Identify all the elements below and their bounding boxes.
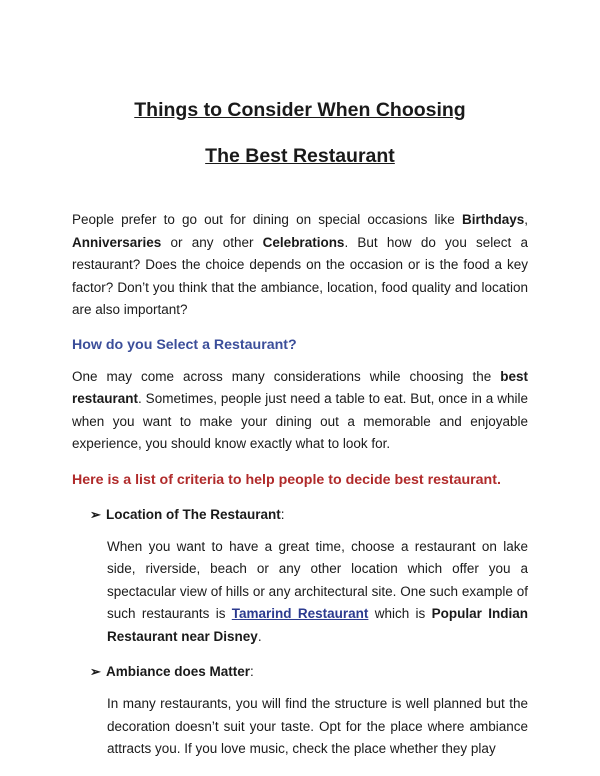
tamarind-restaurant-link[interactable]: Tamarind Restaurant — [231, 606, 369, 621]
intro-bold-birthdays: Birthdays — [461, 212, 525, 227]
document-title-line-2: The Best Restaurant — [205, 145, 395, 167]
select-text: . Sometimes, people just need a table to eat. But, once in a while when you want to make your dining out a memorable and enjoyable experience, you should know exactly what to look for. — [72, 391, 528, 451]
criteria-text: which is — [368, 606, 432, 621]
criteria-title: Location of The Restaurant — [106, 506, 281, 522]
select-bold-best-restaurant: best restaurant — [72, 368, 528, 406]
heading-select-restaurant: How do you Select a Restaurant? — [72, 336, 297, 353]
intro-text: or any other — [161, 234, 263, 250]
criteria-text: . — [257, 628, 262, 644]
intro-paragraph — [72, 209, 528, 322]
document-title-line-1: Things to Consider When Choosing — [134, 99, 466, 121]
intro-text: , — [524, 212, 528, 227]
arrow-bullet-icon: ➢ — [90, 664, 101, 679]
arrow-bullet-icon: ➢ — [90, 506, 101, 522]
criteria-text: When you want to have a great time, choose a restaurant on lake side, riverside, beach or any other location which offer you a spectacular view of hills or any architectural site. One such example of such restaurants is — [107, 538, 528, 621]
criteria-colon: : — [280, 506, 285, 522]
criteria-title: Ambiance does Matter — [106, 664, 251, 679]
intro-bold-anniversaries: Anniversaries — [72, 234, 162, 250]
intro-bold-celebrations: Celebrations — [262, 234, 345, 250]
criteria-item-location — [90, 504, 528, 526]
criteria-bold-popular-indian: Popular Indian Restaurant near Disney — [107, 606, 528, 644]
criteria-body-ambiance — [107, 693, 528, 761]
criteria-text: In many restaurants, you will find the structure is well planned but the decoration doesn’t suit your taste. Opt for the place where ambiance attracts you. If you love music, check the place whether they play — [107, 696, 528, 756]
select-text: One may come across many considerations while choosing the — [72, 368, 501, 384]
select-paragraph — [72, 366, 528, 456]
criteria-body-location — [107, 536, 528, 649]
heading-criteria: Here is a list of criteria to help people to decide best restaurant. — [72, 471, 501, 488]
intro-text: . But how do you select a restaurant? Does the choice depends on the occasion or is the food a key factor? Don’t you think that the ambiance, location, food quality and location are also important? — [72, 234, 529, 317]
intro-text: People prefer to go out for dining on special occasions like — [72, 212, 462, 227]
criteria-item-ambiance — [90, 661, 528, 683]
criteria-colon: : — [250, 664, 254, 679]
